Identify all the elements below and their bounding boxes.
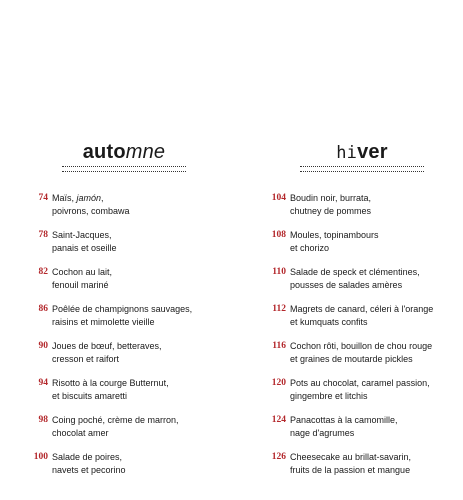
page-number: 100 xyxy=(33,452,48,462)
autumn-entry xyxy=(24,340,224,374)
recipe-title xyxy=(52,340,227,366)
recipe-line-2: poivrons, combawa xyxy=(52,206,130,216)
recipe-line-1: Panacottas à la camomille, xyxy=(290,415,398,425)
recipe-title xyxy=(290,414,463,440)
page-number: 98 xyxy=(38,415,48,425)
recipe-line-1: Pots au chocolat, caramel passion, xyxy=(290,378,430,388)
winter-entry xyxy=(262,377,462,411)
page-number: 108 xyxy=(271,230,286,240)
winter-entry xyxy=(262,340,462,374)
autumn-entry xyxy=(24,266,224,300)
autumn-heading xyxy=(24,140,224,164)
recipe-line-2: pousses de salades amères xyxy=(290,280,403,290)
recipe-title xyxy=(52,229,227,255)
winter-dotted-rule xyxy=(300,166,424,172)
recipe-line-1: Salade de poires, xyxy=(52,452,123,462)
autumn-dotted-rule xyxy=(62,166,186,172)
recipe-line-1 xyxy=(52,192,227,205)
page-number: 116 xyxy=(272,341,286,351)
page-number: 90 xyxy=(38,341,48,351)
recipe-title xyxy=(52,377,227,403)
recipe-line-2: et chorizo xyxy=(290,243,330,253)
page-number: 124 xyxy=(271,415,286,425)
recipe-line-2: et biscuits amaretti xyxy=(52,391,128,401)
autumn-entry xyxy=(24,192,224,226)
page-number: 86 xyxy=(38,304,48,314)
autumn-entry xyxy=(24,303,224,337)
page-number: 82 xyxy=(38,267,48,277)
autumn-entry xyxy=(24,229,224,263)
recipe-line-2: chutney de pommes xyxy=(290,206,372,216)
recipe-title xyxy=(52,303,227,329)
autumn-column xyxy=(24,140,224,475)
page-number: 112 xyxy=(272,304,286,314)
recipe-line-1: Moules, topinambours xyxy=(290,230,379,240)
autumn-heading-italic: mne xyxy=(125,141,166,163)
recipe-title xyxy=(290,266,463,292)
recipe-title xyxy=(290,192,463,218)
recipe-line-1: Cochon rôti, bouillon de chou rouge xyxy=(290,341,433,351)
recipe-line-2: et graines de moutarde pickles xyxy=(290,354,413,364)
recipe-line-2: fruits de la passion et mangue xyxy=(290,465,411,475)
recipe-line-1: Magrets de canard, céleri à l'orange xyxy=(290,304,434,314)
winter-heading xyxy=(262,140,462,164)
recipe-title xyxy=(290,377,463,403)
page-number: 110 xyxy=(272,267,286,277)
recipe-line-2: cresson et raifort xyxy=(52,354,120,364)
recipe-title xyxy=(290,451,463,477)
recipe-line-2: chocolat amer xyxy=(52,428,109,438)
recipe-title xyxy=(290,340,463,366)
winter-entry xyxy=(262,229,462,263)
recipe-line-1: Saint-Jacques, xyxy=(52,230,112,240)
recipe-line-2: gingembre et litchis xyxy=(290,391,368,401)
page-number: 120 xyxy=(271,378,286,388)
winter-heading-light: hi xyxy=(336,143,358,163)
recipe-line-1: Risotto à la courge Butternut, xyxy=(52,378,169,388)
recipe-line-2: fenouil mariné xyxy=(52,280,109,290)
recipe-title xyxy=(52,414,227,440)
winter-entry xyxy=(262,266,462,300)
recipe-title xyxy=(290,229,463,255)
recipe-line-1-italic: jamón xyxy=(76,193,102,203)
page-number: 74 xyxy=(38,193,48,203)
recipe-line-1: Joues de bœuf, betteraves, xyxy=(52,341,162,351)
recipe-line-1-start: Maïs, xyxy=(52,193,77,203)
recipe-line-1: Boudin noir, burrata, xyxy=(290,193,372,203)
recipe-line-2: navets et pecorino xyxy=(52,465,126,475)
recipe-line-1: Salade de speck et clémentines, xyxy=(290,267,420,277)
recipe-title xyxy=(290,303,463,329)
winter-entry xyxy=(262,414,462,448)
winter-entry xyxy=(262,451,462,485)
winter-entry xyxy=(262,192,462,226)
winter-entry xyxy=(262,303,462,337)
recipe-line-1: Cochon au lait, xyxy=(52,267,113,277)
winter-column xyxy=(262,140,462,475)
autumn-heading-bold: auto xyxy=(82,141,126,163)
page-number: 94 xyxy=(38,378,48,388)
recipe-line-1: Cheesecake au brillat-savarin, xyxy=(290,452,412,462)
recipe-line-2: panais et oseille xyxy=(52,243,117,253)
recipe-line-1-end: , xyxy=(101,193,104,203)
recipe-line-2: nage d'agrumes xyxy=(290,428,355,438)
winter-heading-bold: ver xyxy=(357,141,388,163)
autumn-entry xyxy=(24,451,224,485)
recipe-title xyxy=(52,451,227,477)
autumn-entry xyxy=(24,377,224,411)
recipe-line-2: raisins et mimolette vieille xyxy=(52,317,155,327)
autumn-entry xyxy=(24,414,224,448)
recipe-line-1: Poêlée de champignons sauvages, xyxy=(52,304,193,314)
recipe-title xyxy=(52,266,227,292)
recipe-line-2: et kumquats confits xyxy=(290,317,368,327)
recipe-title xyxy=(52,192,227,218)
page-number: 104 xyxy=(271,193,286,203)
recipe-line-1: Coing poché, crème de marron, xyxy=(52,415,179,425)
page-number: 78 xyxy=(38,230,48,240)
page-number: 126 xyxy=(271,452,286,462)
